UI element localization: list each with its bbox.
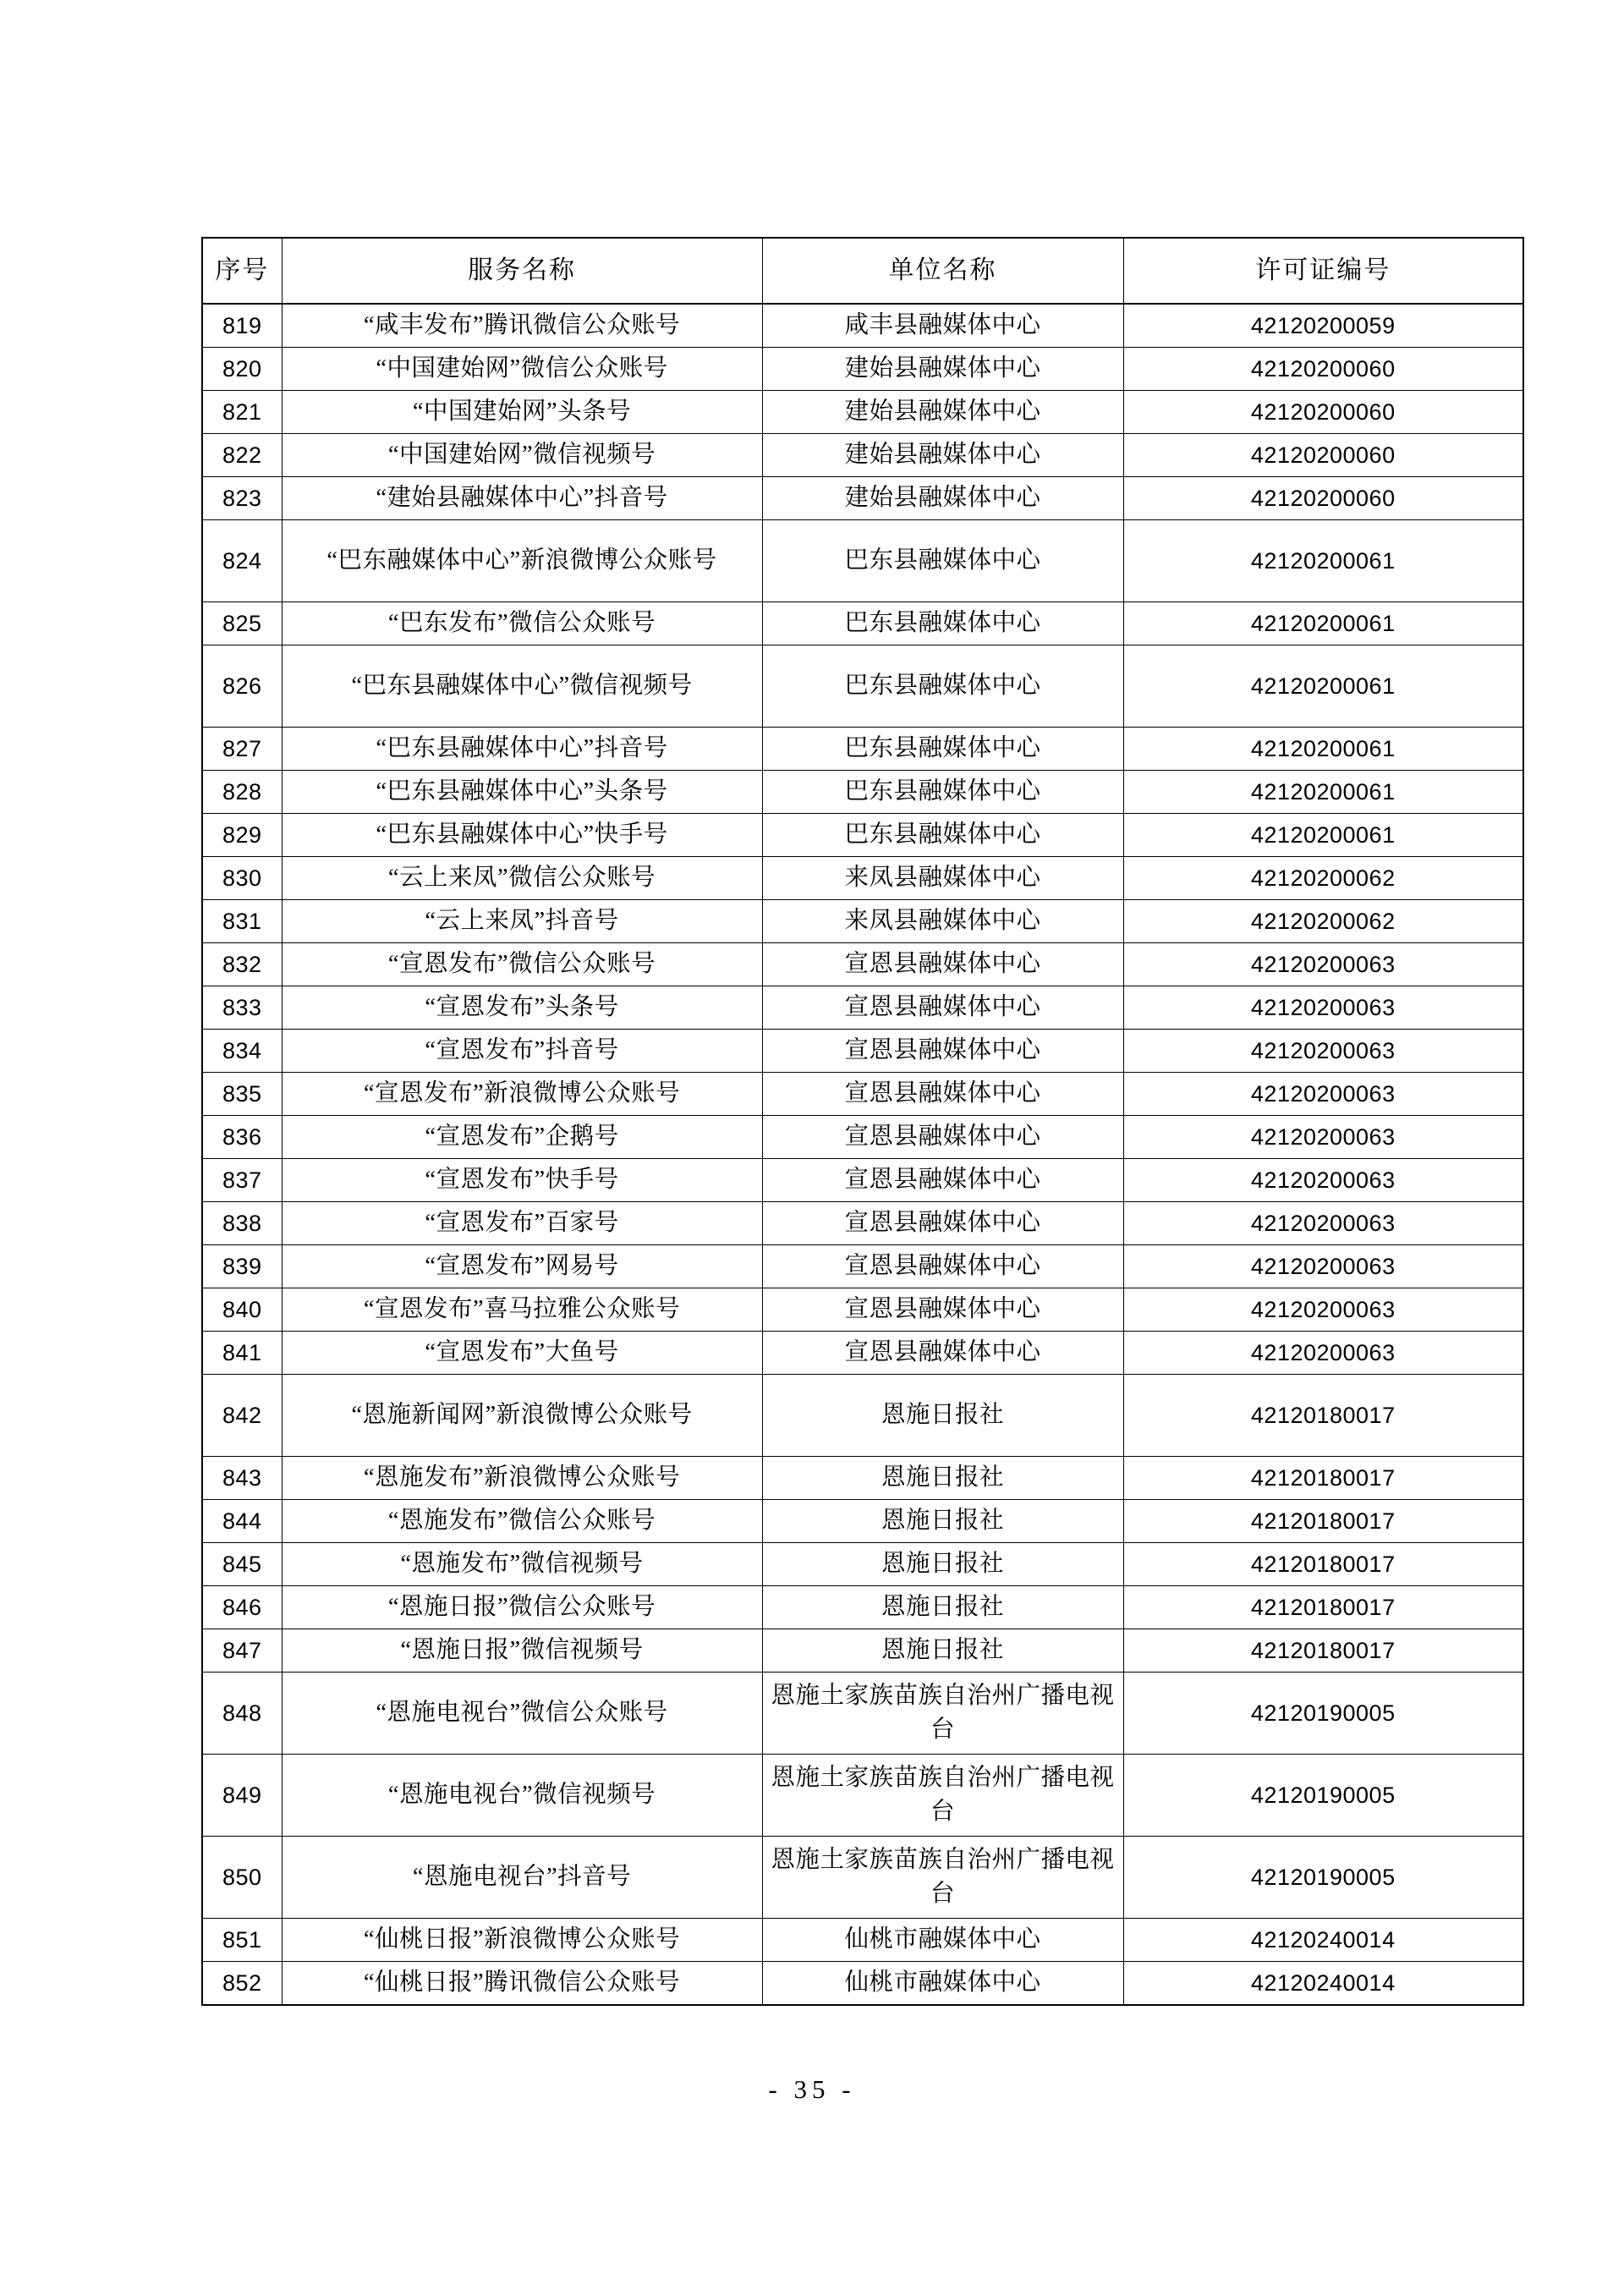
cell-sequence: 851 — [202, 1919, 282, 1962]
table-row — [202, 1586, 1523, 1629]
cell-unit-name: 建始县融媒体中心 — [762, 434, 1123, 477]
table-row — [202, 1962, 1523, 2006]
cell-service-name: “恩施新闻网”新浪微博公众账号 — [282, 1375, 762, 1457]
table-row — [202, 1375, 1523, 1457]
cell-unit-name: 巴东县融媒体中心 — [762, 814, 1123, 857]
cell-unit-name: 巴东县融媒体中心 — [762, 602, 1123, 645]
cell-license-number: 42120180017 — [1123, 1375, 1523, 1457]
cell-unit-name: 巴东县融媒体中心 — [762, 645, 1123, 728]
table-row — [202, 900, 1523, 943]
cell-service-name: “宣恩发布”新浪微博公众账号 — [282, 1073, 762, 1116]
cell-service-name: “恩施发布”微信视频号 — [282, 1543, 762, 1586]
cell-service-name: “巴东县融媒体中心”快手号 — [282, 814, 762, 857]
cell-license-number: 42120200060 — [1123, 391, 1523, 434]
table-row — [202, 814, 1523, 857]
cell-service-name: “中国建始网”微信视频号 — [282, 434, 762, 477]
cell-unit-name: 宣恩县融媒体中心 — [762, 1073, 1123, 1116]
cell-service-name: “云上来凤”微信公众账号 — [282, 857, 762, 900]
cell-license-number: 42120240014 — [1123, 1962, 1523, 2006]
cell-license-number: 42120200063 — [1123, 1073, 1523, 1116]
cell-unit-name: 宣恩县融媒体中心 — [762, 1332, 1123, 1375]
cell-unit-name: 恩施日报社 — [762, 1457, 1123, 1500]
table-row — [202, 1202, 1523, 1245]
cell-license-number: 42120200063 — [1123, 986, 1523, 1030]
column-header-unit-name: 单位名称 — [762, 238, 1123, 304]
cell-sequence: 838 — [202, 1202, 282, 1245]
cell-sequence: 819 — [202, 304, 282, 348]
cell-license-number: 42120180017 — [1123, 1586, 1523, 1629]
cell-service-name: “建始县融媒体中心”抖音号 — [282, 477, 762, 520]
cell-service-name: “恩施电视台”微信视频号 — [282, 1755, 762, 1837]
column-header-sequence: 序号 — [202, 238, 282, 304]
cell-unit-name: 巴东县融媒体中心 — [762, 771, 1123, 814]
cell-license-number: 42120180017 — [1123, 1457, 1523, 1500]
cell-service-name: “恩施电视台”抖音号 — [282, 1837, 762, 1919]
cell-unit-name: 宣恩县融媒体中心 — [762, 1202, 1123, 1245]
cell-unit-name: 仙桃市融媒体中心 — [762, 1962, 1123, 2006]
cell-unit-name: 仙桃市融媒体中心 — [762, 1919, 1123, 1962]
cell-license-number: 42120200061 — [1123, 814, 1523, 857]
cell-license-number: 42120190005 — [1123, 1673, 1523, 1755]
cell-service-name: “宣恩发布”百家号 — [282, 1202, 762, 1245]
cell-sequence: 822 — [202, 434, 282, 477]
cell-license-number: 42120180017 — [1123, 1629, 1523, 1673]
cell-sequence: 825 — [202, 602, 282, 645]
cell-service-name: “仙桃日报”腾讯微信公众账号 — [282, 1962, 762, 2006]
cell-license-number: 42120200059 — [1123, 304, 1523, 348]
cell-unit-name: 恩施日报社 — [762, 1586, 1123, 1629]
cell-sequence: 836 — [202, 1116, 282, 1159]
table-row — [202, 1543, 1523, 1586]
cell-sequence: 843 — [202, 1457, 282, 1500]
cell-unit-name: 建始县融媒体中心 — [762, 477, 1123, 520]
cell-sequence: 844 — [202, 1500, 282, 1543]
cell-service-name: “中国建始网”头条号 — [282, 391, 762, 434]
table-row — [202, 1288, 1523, 1332]
cell-sequence: 834 — [202, 1030, 282, 1073]
cell-sequence: 832 — [202, 943, 282, 986]
cell-service-name: “咸丰发布”腾讯微信公众账号 — [282, 304, 762, 348]
cell-unit-name: 恩施日报社 — [762, 1543, 1123, 1586]
cell-license-number: 42120200061 — [1123, 645, 1523, 728]
table-row — [202, 1919, 1523, 1962]
table-body — [202, 304, 1523, 2005]
table-row — [202, 1673, 1523, 1755]
table-row — [202, 477, 1523, 520]
cell-service-name: “巴东发布”微信公众账号 — [282, 602, 762, 645]
cell-service-name: “宣恩发布”抖音号 — [282, 1030, 762, 1073]
cell-license-number: 42120200061 — [1123, 728, 1523, 771]
cell-unit-name: 宣恩县融媒体中心 — [762, 986, 1123, 1030]
cell-license-number: 42120190005 — [1123, 1837, 1523, 1919]
cell-service-name: “云上来凤”抖音号 — [282, 900, 762, 943]
cell-sequence: 829 — [202, 814, 282, 857]
cell-sequence: 852 — [202, 1962, 282, 2006]
table-row — [202, 1030, 1523, 1073]
cell-license-number: 42120190005 — [1123, 1755, 1523, 1837]
cell-unit-name: 来凤县融媒体中心 — [762, 857, 1123, 900]
table-row — [202, 1629, 1523, 1673]
table-row — [202, 857, 1523, 900]
cell-service-name: “中国建始网”微信公众账号 — [282, 348, 762, 391]
cell-sequence: 842 — [202, 1375, 282, 1457]
cell-unit-name: 宣恩县融媒体中心 — [762, 1030, 1123, 1073]
cell-sequence: 826 — [202, 645, 282, 728]
cell-sequence: 847 — [202, 1629, 282, 1673]
cell-license-number: 42120200063 — [1123, 1245, 1523, 1288]
table-row — [202, 943, 1523, 986]
cell-unit-name: 恩施日报社 — [762, 1375, 1123, 1457]
cell-service-name: “恩施日报”微信公众账号 — [282, 1586, 762, 1629]
cell-unit-name: 恩施日报社 — [762, 1500, 1123, 1543]
cell-service-name: “恩施电视台”微信公众账号 — [282, 1673, 762, 1755]
cell-unit-name: 咸丰县融媒体中心 — [762, 304, 1123, 348]
cell-service-name: “恩施日报”微信视频号 — [282, 1629, 762, 1673]
cell-service-name: “巴东县融媒体中心”微信视频号 — [282, 645, 762, 728]
cell-sequence: 820 — [202, 348, 282, 391]
cell-unit-name: 来凤县融媒体中心 — [762, 900, 1123, 943]
cell-sequence: 833 — [202, 986, 282, 1030]
cell-service-name: “宣恩发布”大鱼号 — [282, 1332, 762, 1375]
table-row — [202, 434, 1523, 477]
cell-service-name: “恩施发布”微信公众账号 — [282, 1500, 762, 1543]
table-row — [202, 348, 1523, 391]
cell-sequence: 821 — [202, 391, 282, 434]
table-row — [202, 645, 1523, 728]
cell-service-name: “宣恩发布”企鹅号 — [282, 1116, 762, 1159]
cell-license-number: 42120200060 — [1123, 477, 1523, 520]
table-row — [202, 520, 1523, 602]
cell-unit-name: 宣恩县融媒体中心 — [762, 1245, 1123, 1288]
cell-license-number: 42120200062 — [1123, 900, 1523, 943]
cell-license-number: 42120200061 — [1123, 602, 1523, 645]
cell-unit-name: 建始县融媒体中心 — [762, 348, 1123, 391]
cell-sequence: 835 — [202, 1073, 282, 1116]
cell-unit-name: 恩施日报社 — [762, 1629, 1123, 1673]
page-number: - 35 - — [768, 2074, 856, 2104]
table-row — [202, 391, 1523, 434]
cell-unit-name: 巴东县融媒体中心 — [762, 520, 1123, 602]
table-row — [202, 728, 1523, 771]
cell-service-name: “宣恩发布”快手号 — [282, 1159, 762, 1202]
table-row — [202, 771, 1523, 814]
cell-license-number: 42120200063 — [1123, 1030, 1523, 1073]
cell-service-name: “巴东县融媒体中心”抖音号 — [282, 728, 762, 771]
cell-license-number: 42120200063 — [1123, 1288, 1523, 1332]
cell-sequence: 845 — [202, 1543, 282, 1586]
cell-unit-name: 恩施土家族苗族自治州广播电视台 — [762, 1837, 1123, 1919]
table-row — [202, 1457, 1523, 1500]
cell-license-number: 42120200063 — [1123, 1332, 1523, 1375]
cell-sequence: 831 — [202, 900, 282, 943]
cell-sequence: 837 — [202, 1159, 282, 1202]
cell-unit-name: 恩施土家族苗族自治州广播电视台 — [762, 1673, 1123, 1755]
table-row — [202, 1159, 1523, 1202]
cell-unit-name: 宣恩县融媒体中心 — [762, 943, 1123, 986]
cell-license-number: 42120200063 — [1123, 1159, 1523, 1202]
cell-sequence: 840 — [202, 1288, 282, 1332]
cell-license-number: 42120200062 — [1123, 857, 1523, 900]
table-row — [202, 304, 1523, 348]
page-content-area — [201, 237, 1522, 2006]
cell-unit-name: 宣恩县融媒体中心 — [762, 1288, 1123, 1332]
cell-service-name: “恩施发布”新浪微博公众账号 — [282, 1457, 762, 1500]
cell-service-name: “宣恩发布”喜马拉雅公众账号 — [282, 1288, 762, 1332]
table-row — [202, 1116, 1523, 1159]
cell-sequence: 849 — [202, 1755, 282, 1837]
table-row — [202, 1073, 1523, 1116]
table-row — [202, 1755, 1523, 1837]
table-row — [202, 986, 1523, 1030]
cell-sequence: 846 — [202, 1586, 282, 1629]
cell-sequence: 823 — [202, 477, 282, 520]
table-header-row — [202, 238, 1523, 304]
cell-sequence: 830 — [202, 857, 282, 900]
service-license-table — [201, 237, 1524, 2006]
cell-service-name: “巴东融媒体中心”新浪微博公众账号 — [282, 520, 762, 602]
table-row — [202, 1837, 1523, 1919]
table-header — [202, 238, 1523, 304]
cell-unit-name: 宣恩县融媒体中心 — [762, 1116, 1123, 1159]
cell-sequence: 827 — [202, 728, 282, 771]
table-row — [202, 1245, 1523, 1288]
cell-sequence: 839 — [202, 1245, 282, 1288]
cell-sequence: 841 — [202, 1332, 282, 1375]
cell-license-number: 42120200060 — [1123, 434, 1523, 477]
cell-service-name: “宣恩发布”微信公众账号 — [282, 943, 762, 986]
cell-license-number: 42120200061 — [1123, 771, 1523, 814]
cell-service-name: “巴东县融媒体中心”头条号 — [282, 771, 762, 814]
cell-license-number: 42120180017 — [1123, 1543, 1523, 1586]
cell-sequence: 850 — [202, 1837, 282, 1919]
cell-service-name: “宣恩发布”头条号 — [282, 986, 762, 1030]
cell-service-name: “宣恩发布”网易号 — [282, 1245, 762, 1288]
cell-license-number: 42120200063 — [1123, 1202, 1523, 1245]
cell-sequence: 824 — [202, 520, 282, 602]
table-row — [202, 1500, 1523, 1543]
column-header-license-number: 许可证编号 — [1123, 238, 1523, 304]
cell-unit-name: 建始县融媒体中心 — [762, 391, 1123, 434]
cell-sequence: 828 — [202, 771, 282, 814]
cell-unit-name: 恩施土家族苗族自治州广播电视台 — [762, 1755, 1123, 1837]
cell-unit-name: 巴东县融媒体中心 — [762, 728, 1123, 771]
table-row — [202, 1332, 1523, 1375]
cell-license-number: 42120180017 — [1123, 1500, 1523, 1543]
table-row — [202, 602, 1523, 645]
cell-service-name: “仙桃日报”新浪微博公众账号 — [282, 1919, 762, 1962]
cell-license-number: 42120200060 — [1123, 348, 1523, 391]
cell-license-number: 42120240014 — [1123, 1919, 1523, 1962]
cell-unit-name: 宣恩县融媒体中心 — [762, 1159, 1123, 1202]
column-header-service-name: 服务名称 — [282, 238, 762, 304]
cell-sequence: 848 — [202, 1673, 282, 1755]
cell-license-number: 42120200061 — [1123, 520, 1523, 602]
cell-license-number: 42120200063 — [1123, 943, 1523, 986]
cell-license-number: 42120200063 — [1123, 1116, 1523, 1159]
